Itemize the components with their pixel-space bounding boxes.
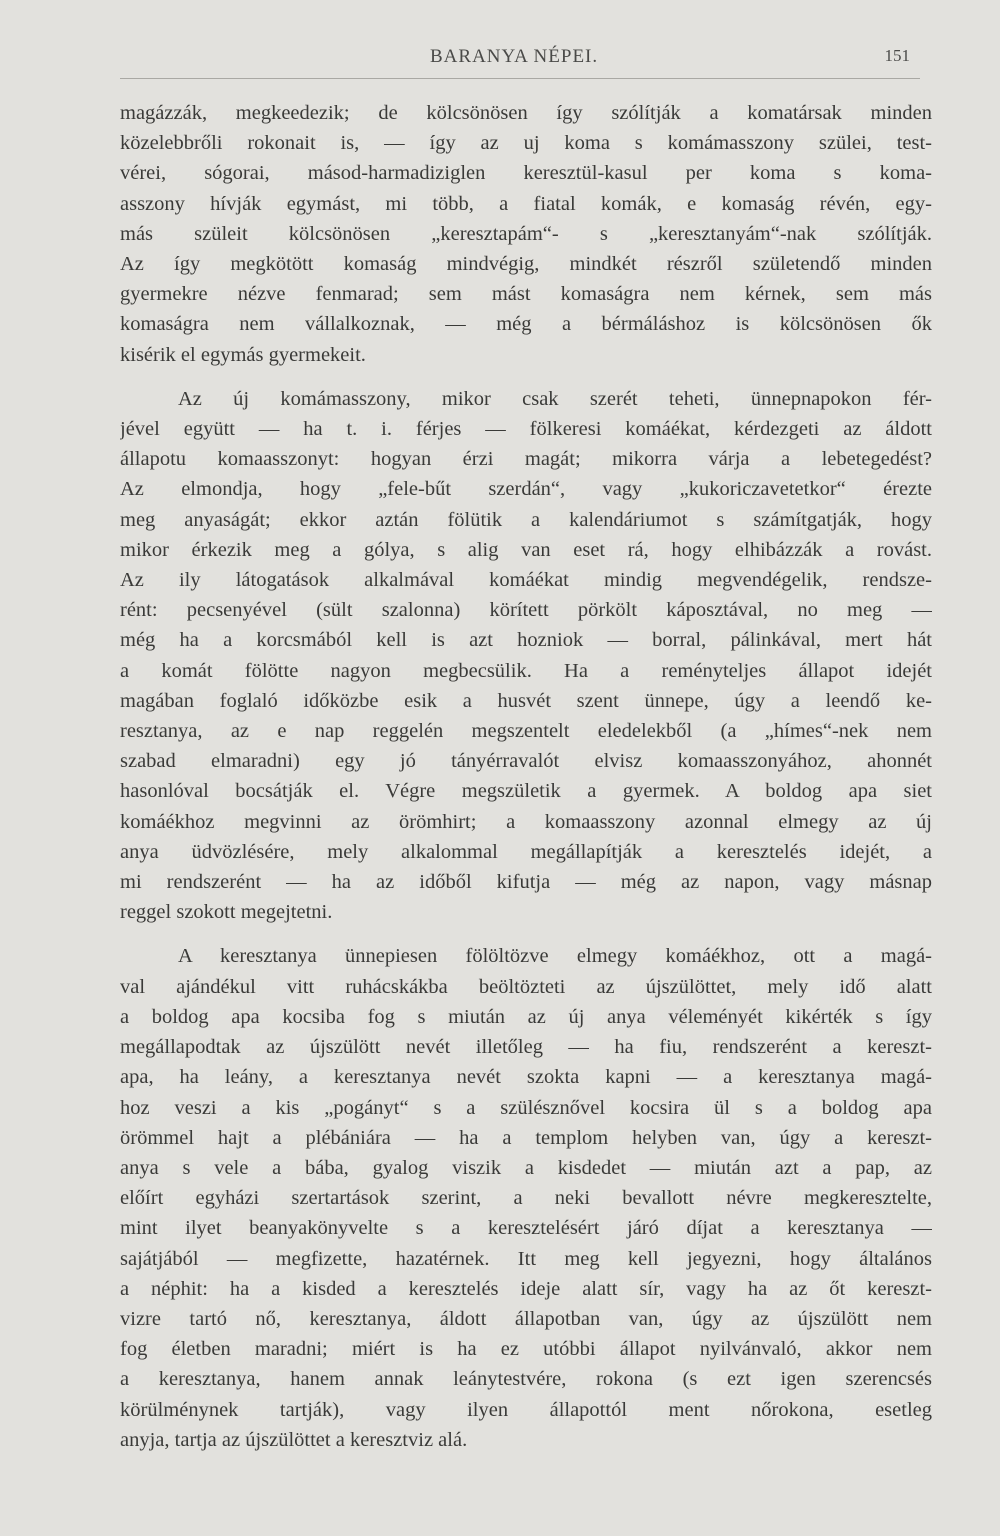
text-line: megállapodtak az újszülött nevét illetőleg — ha fiu, rendszerént a kereszt- xyxy=(120,1036,932,1059)
text-line: rént: pecsenyével (sült szalonna) körített pörkölt káposztával, no meg — xyxy=(120,599,932,622)
text-line: a boldog apa kocsiba fog s miután az új anya véleményét kikérték s így xyxy=(120,1005,932,1028)
running-title: BARANYA NÉPEI. xyxy=(430,46,599,67)
text-line: szabad elmaradni) egy jó tányérravalót elvisz komaasszonyához, ahonnét xyxy=(120,750,932,773)
text-line: anya üdvözlésére, mely alkalommal megállapítják a keresztelés idejét, a xyxy=(120,840,932,863)
text-line: a komát fölötte nagyon megbecsülik. Ha a reményteljes állapot idejét xyxy=(120,659,932,682)
text-line: vizre tartó nő, keresztanya, áldott állapotban van, úgy az újszülött nem xyxy=(120,1307,932,1330)
text-line: Az így megkötött komaság mindvégig, mindkét részről születendő minden xyxy=(120,253,932,276)
text-line: vérei, sógorai, másod-harmadiziglen keresztül-kasul per koma s koma- xyxy=(120,162,932,185)
text-line: a keresztanya, hanem annak leánytestvére, rokona (s ezt igen szerencsés xyxy=(120,1368,932,1391)
text-line: Az ily látogatások alkalmával komáékat mindig megvendégelik, rendsze- xyxy=(120,569,932,592)
text-line: A keresztanya ünnepiesen fölöltözve elmegy komáékhoz, ott a magá- xyxy=(178,945,932,968)
text-line: örömmel hajt a plébániára — ha a templom helyben van, úgy a kereszt- xyxy=(120,1126,932,1149)
text-line: előírt egyházi szertartások szerint, a neki bevallott névre megkeresztelte, xyxy=(120,1187,932,1210)
body-text xyxy=(120,98,932,1455)
header-rule xyxy=(120,78,920,79)
paragraph xyxy=(120,98,932,370)
text-line: Az elmondja, hogy „fele-bűt szerdán“, vagy „kukoriczavetetkor“ érezte xyxy=(120,478,932,501)
text-line: más szüleit kölcsönösen „keresztapám“- s „keresztanyám“-nak szólítják. xyxy=(120,222,932,245)
text-line: asszony hívják egymást, mi több, a fiatal komák, e komaság révén, egy- xyxy=(120,192,932,215)
text-line: komaságra nem vállalkoznak, — még a bérmáláshoz is kölcsönösen ők xyxy=(120,313,932,336)
text-line: mikor érkezik meg a gólya, s alig van eset rá, hogy elhibázzák a rovást. xyxy=(120,538,932,561)
text-line: Az új komámasszony, mikor csak szerét teheti, ünnepnapokon fér- xyxy=(178,387,932,410)
text-line: sajátjából — megfizette, hazatérnek. Itt meg kell jegyezni, hogy általános xyxy=(120,1247,932,1270)
text-line: a néphit: ha a kisded a keresztelés ideje alatt sír, vagy ha az őt kereszt- xyxy=(120,1277,932,1300)
text-line: resztanya, az e nap reggelén megszentelt eledelekből (a „hímes“-nek nem xyxy=(120,720,932,743)
text-line: mi rendszerént — ha az időből kifutja — még az napon, vagy másnap xyxy=(120,871,932,894)
page-number: 151 xyxy=(884,46,910,65)
running-head xyxy=(120,46,920,72)
text-line: közelebbrőli rokonait is, — így az uj koma s komámasszony szülei, test- xyxy=(120,132,932,155)
text-line: anya s vele a bába, gyalog viszik a kisdedet — miután azt a pap, az xyxy=(120,1156,932,1179)
text-line: jével együtt — ha t. i. férjes — fölkeresi komáékat, kérdezgeti az áldott xyxy=(120,418,932,441)
text-line: magázzák, megkeedezik; de kölcsönösen így szólítják a komatársak minden xyxy=(120,102,932,124)
paragraph xyxy=(120,384,932,928)
text-line: mint ilyet beanyakönyvelte s a keresztelésért járó díjat a keresztanya — xyxy=(120,1217,932,1240)
text-line: komáékhoz megvinni az örömhirt; a komaasszony azonnal elmegy az új xyxy=(120,810,932,833)
text-line: apa, ha leány, a keresztanya nevét szokta kapni — a keresztanya magá- xyxy=(120,1066,932,1089)
paragraph xyxy=(120,941,932,1454)
text-line: hoz veszi a kis „pogányt“ s a szülésznővel kocsira ül s a boldog apa xyxy=(120,1096,932,1119)
text-line: magában foglaló időközbe esik a husvét szent ünnepe, úgy a leendő ke- xyxy=(120,689,932,712)
text-line: hasonlóval bocsátják el. Végre megszületik a gyermek. A boldog apa siet xyxy=(120,780,932,803)
text-line: reggel szokott megejtetni. xyxy=(120,901,333,924)
text-line: kisérik el egymás gyermekeit. xyxy=(120,343,366,366)
text-line: állapotu komaasszonyt: hogyan érzi magát; mikorra várja a lebetegedést? xyxy=(120,448,932,471)
text-line: körülménynek tartják), vagy ilyen állapottól ment nőrokona, esetleg xyxy=(120,1398,932,1421)
text-line: fog életben maradni; miért is ha ez utóbbi állapot nyilvánvaló, akkor nem xyxy=(120,1338,932,1361)
text-line: gyermekre nézve fenmarad; sem mást komaságra nem kérnek, sem más xyxy=(120,283,932,306)
text-line: anyja, tartja az újszülöttet a keresztviz alá. xyxy=(120,1428,468,1451)
text-line: val ajándékul vitt ruhácskákba beöltözteti az újszülöttet, mely idő alatt xyxy=(120,975,932,998)
text-line: még ha a korcsmából kell is azt hozniok — borral, pálinkával, mert hát xyxy=(120,629,932,652)
text-line: meg anyaságát; ekkor aztán fölütik a kalendáriumot s számítgatják, hogy xyxy=(120,508,932,531)
